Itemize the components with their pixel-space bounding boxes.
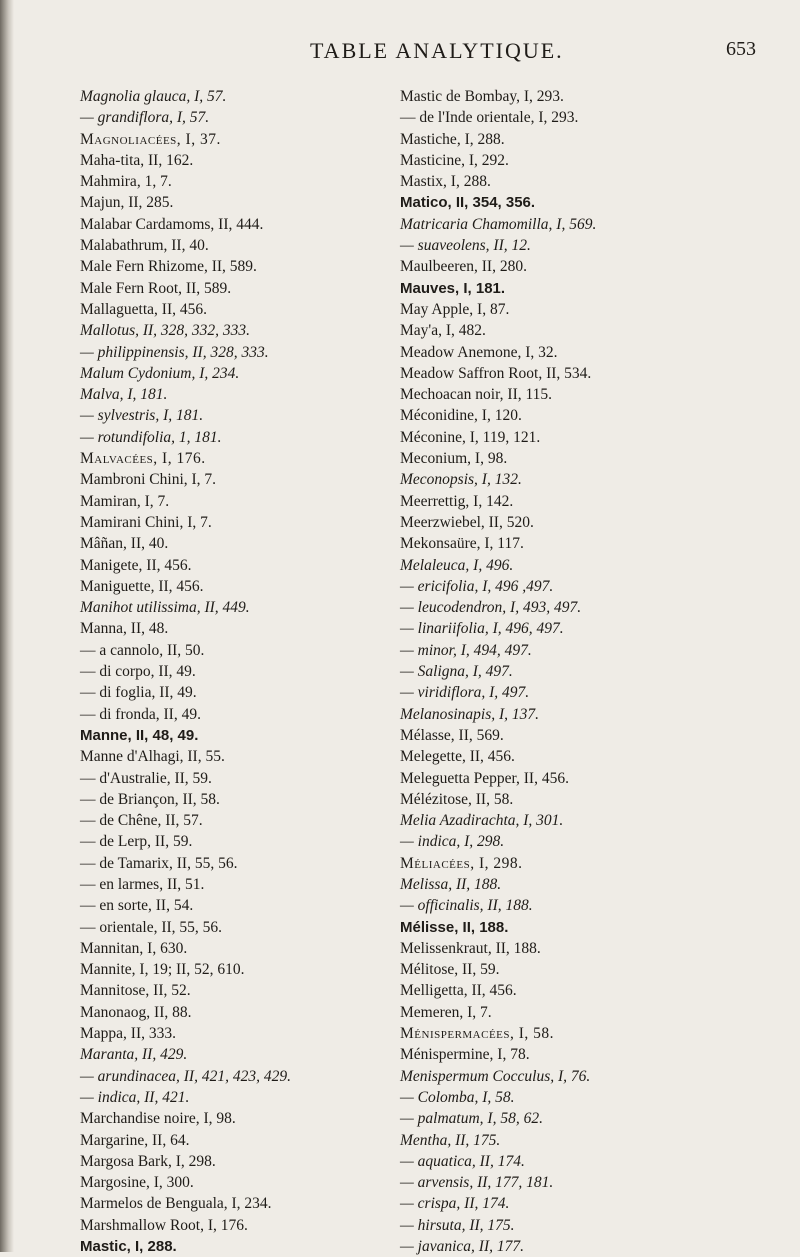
index-entry: Magnolia glauca, I, 57.	[80, 88, 227, 105]
index-entry: Meconium, I, 98.	[400, 450, 508, 468]
index-entry: — viridiflora, I, 497.	[400, 684, 530, 702]
index-entry: — indica, II, 421.	[80, 1088, 190, 1106]
index-entry: Memeren, I, 7.	[400, 1003, 492, 1021]
index-entry: Mauves, I, 181.	[400, 279, 506, 297]
index-entry: Marchandise noire, I, 98.	[80, 1110, 236, 1128]
index-entry: — palmatum, I, 58, 62.	[400, 1110, 543, 1128]
index-entry: Matricaria Chamomilla, I, 569.	[400, 215, 597, 233]
running-title: TABLE ANALYTIQUE.	[310, 38, 564, 63]
index-entry: Mechoacan noir, II, 115.	[400, 386, 553, 404]
index-entry: Mallotus, II, 328, 332, 333.	[80, 322, 251, 340]
index-entry: Melia Azadirachta, I, 301.	[400, 812, 564, 830]
index-entry: — de Lerp, II, 59.	[80, 833, 193, 851]
index-entry: Majun, II, 285.	[80, 194, 174, 212]
index-entry: Melligetta, II, 456.	[400, 982, 517, 1000]
index-entry: Mallaguetta, II, 456.	[80, 300, 207, 318]
index-entry: — indica, I, 298.	[400, 833, 505, 851]
index-entry: — a cannolo, II, 50.	[80, 641, 205, 659]
index-entry: Maulbeeren, II, 280.	[400, 258, 527, 276]
index-entry: Male Fern Rhizome, II, 589.	[80, 258, 257, 276]
index-entry: Mannite, I, 19; II, 52, 610.	[80, 961, 245, 979]
index-entry: — arvensis, II, 177, 181.	[400, 1174, 554, 1192]
index-entry: Mastix, I, 288.	[400, 173, 491, 191]
index-entry: Melanosinapis, I, 137.	[400, 705, 540, 723]
index-entry: May'a, I, 482.	[400, 322, 486, 340]
index-entry: Ménispermacées, I, 58.	[400, 1025, 555, 1043]
index-entry: Mannitan, I, 630.	[80, 939, 188, 957]
index-entry: Manigete, II, 456.	[80, 556, 192, 574]
index-entry: Melaleuca, I, 496.	[400, 556, 514, 574]
index-entry: — de Briançon, II, 58.	[80, 790, 220, 808]
index-entry: Mannitose, II, 52.	[80, 982, 191, 1000]
index-entry: Meadow Anemone, I, 32.	[400, 343, 558, 361]
index-entry: Male Fern Root, II, 589.	[80, 279, 232, 297]
index-entry: Mentha, II, 175.	[400, 1131, 501, 1149]
index-entry: Melissa, II, 188.	[400, 875, 502, 893]
index-entry: Marmelos de Benguala, I, 234.	[80, 1195, 272, 1213]
index-entry: Meerzwiebel, II, 520.	[400, 513, 534, 531]
index-entry: Mamiran, I, 7.	[80, 492, 170, 510]
index-entry: — de Chêne, II, 57.	[80, 812, 203, 830]
page-number: 653	[726, 38, 756, 60]
index-entry: — philippinensis, II, 328, 333.	[80, 343, 269, 361]
index-entry: Malabathrum, II, 40.	[80, 237, 209, 255]
index-entry: — javanica, II, 177.	[400, 1238, 524, 1256]
index-entry: Meconopsis, I, 132.	[400, 471, 522, 489]
index-entry: — de Tamarix, II, 55, 56.	[80, 854, 238, 872]
index-entry: — grandiflora, I, 57.	[80, 109, 210, 127]
index-entry: — sylvestris, I, 181.	[80, 407, 204, 425]
index-entry: — linariifolia, I, 496, 497.	[400, 620, 564, 638]
index-entry: Maranta, II, 429.	[80, 1046, 188, 1064]
index-entry: Méconidine, I, 120.	[400, 407, 522, 425]
index-entry: Marshmallow Root, I, 176.	[80, 1216, 248, 1234]
index-entry: Ménispermine, I, 78.	[400, 1046, 530, 1064]
index-entry: — arundinacea, II, 421, 423, 429.	[80, 1067, 291, 1085]
index-entry: — d'Australie, II, 59.	[80, 769, 212, 787]
index-entry: Manna, II, 48.	[80, 620, 169, 638]
index-entry: Manne, II, 48, 49.	[80, 726, 199, 744]
index-entry: Meadow Saffron Root, II, 534.	[400, 364, 592, 382]
index-entry: — officinalis, II, 188.	[400, 897, 533, 915]
index-entry: Melegette, II, 456.	[400, 748, 515, 766]
index-entry: Mélézitose, II, 58.	[400, 790, 514, 808]
index-entry: Mâñan, II, 40.	[80, 535, 169, 553]
index-entry: — hirsuta, II, 175.	[400, 1216, 515, 1234]
index-entry: Menispermum Cocculus, I, 76.	[400, 1067, 591, 1085]
index-column-right	[400, 86, 788, 1257]
index-entry: — Saligna, I, 497.	[400, 663, 513, 681]
index-entry: Mélitose, II, 59.	[400, 961, 500, 979]
index-entry: Mekonsaüre, I, 117.	[400, 535, 524, 553]
index-column-left	[80, 86, 400, 1257]
index-entry: — di corpo, II, 49.	[80, 663, 196, 681]
book-spine-shadow	[0, 0, 14, 1252]
index-entry: Margosa Bark, I, 298.	[80, 1152, 216, 1170]
index-entry: — aquatica, II, 174.	[400, 1152, 525, 1170]
index-entry: Méconine, I, 119, 121.	[400, 428, 541, 446]
index-entry: Melissenkraut, II, 188.	[400, 939, 541, 957]
index-entry: Manne d'Alhagi, II, 55.	[80, 748, 225, 766]
index-entry: — orientale, II, 55, 56.	[80, 918, 223, 936]
index-entry: Mambroni Chini, I, 7.	[80, 471, 217, 489]
index-entry: Malvacées, I, 176.	[80, 450, 206, 468]
page-header	[0, 38, 800, 68]
index-entry: Mastic, I, 288.	[80, 1238, 177, 1256]
index-entry: May Apple, I, 87.	[400, 300, 510, 318]
index-entry: Mastiche, I, 288.	[400, 130, 505, 148]
index-entry: — crispa, II, 174.	[400, 1195, 510, 1213]
index-entry: — rotundifolia, 1, 181.	[80, 428, 222, 446]
index-entry: Mahmira, 1, 7.	[80, 173, 172, 191]
index-entry: — di foglia, II, 49.	[80, 684, 197, 702]
index-entry: Mappa, II, 333.	[80, 1025, 176, 1043]
index-entry: Margarine, II, 64.	[80, 1131, 190, 1149]
index-entry: Manonaog, II, 88.	[80, 1003, 192, 1021]
index-entry: Maha-tita, II, 162.	[80, 151, 194, 169]
index-entry: — en larmes, II, 51.	[80, 875, 205, 893]
index-entry: Meerrettig, I, 142.	[400, 492, 514, 510]
index-entry: — leucodendron, I, 493, 497.	[400, 599, 582, 617]
index-entry: Mélisse, II, 188.	[400, 918, 509, 936]
index-entry: Matico, II, 354, 356.	[400, 194, 536, 212]
index-entry: — en sorte, II, 54.	[80, 897, 194, 915]
index-entry: — suaveolens, II, 12.	[400, 237, 531, 255]
index-entry: — de l'Inde orientale, I, 293.	[400, 109, 579, 127]
index-entry: Mastic de Bombay, I, 293.	[400, 88, 564, 105]
index-entry: Margosine, I, 300.	[80, 1174, 194, 1192]
index-entry: — di fronda, II, 49.	[80, 705, 201, 723]
index-entry: Méliacées, I, 298.	[400, 854, 523, 872]
index-entry: Meleguetta Pepper, II, 456.	[400, 769, 569, 787]
index-entry: Masticine, I, 292.	[400, 151, 509, 169]
index-entry: Maniguette, II, 456.	[80, 577, 204, 595]
index-entry: Mamirani Chini, I, 7.	[80, 513, 212, 531]
index-entry: — Colomba, I, 58.	[400, 1088, 515, 1106]
index-entry: Malva, I, 181.	[80, 386, 168, 404]
index-entry: Malum Cydonium, I, 234.	[80, 364, 240, 382]
index-entry: Manihot utilissima, II, 449.	[80, 599, 250, 617]
index-entry: Mélasse, II, 569.	[400, 726, 504, 744]
index-entry: Magnoliacées, I, 37.	[80, 130, 221, 148]
index-entry: — minor, I, 494, 497.	[400, 641, 532, 659]
index-entry: Malabar Cardamoms, II, 444.	[80, 215, 264, 233]
index-entry: — ericifolia, I, 496 ,497.	[400, 577, 554, 595]
